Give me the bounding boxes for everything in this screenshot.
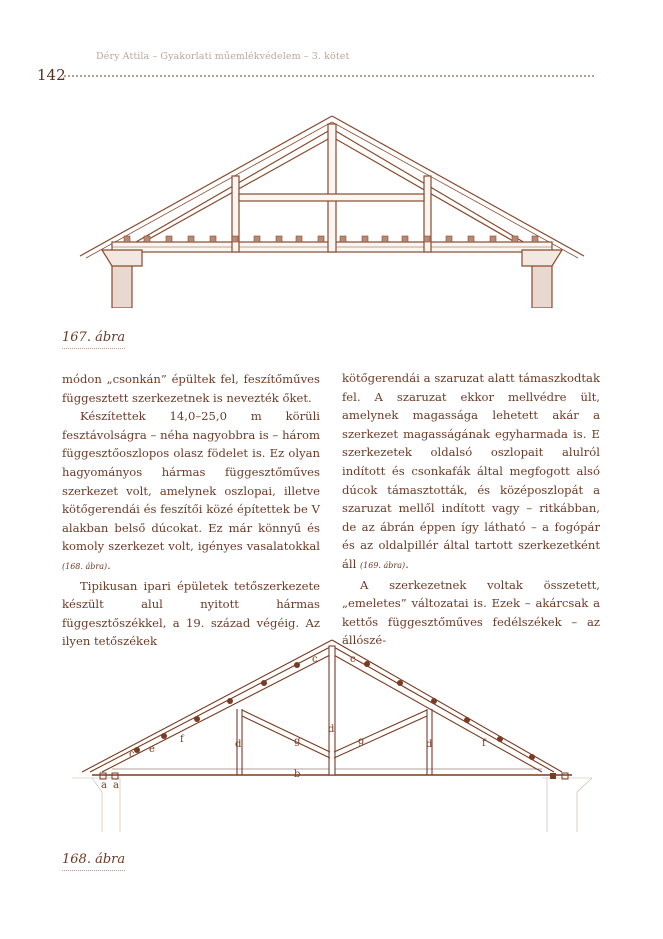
paragraph: módon „csonkán” épültek fel, feszítőműves függesztett szerkezetnek is nevezték őket.: [62, 372, 320, 405]
king-post: [329, 646, 335, 775]
figure-reference[interactable]: (169. ábra): [360, 560, 406, 570]
label-a: a: [113, 780, 119, 791]
rafter-right: [332, 116, 584, 256]
label-a: a: [101, 780, 107, 791]
label-f: f: [482, 738, 486, 749]
paragraph: Készítettek 14,0–25,0 m körüli fesztávolságra – néha nagyobbra is – három függesztőoszlopos olasz födelet is. Ez olyan hagyományos hármas függesztőműves szerkezet volt, amelynek oszlopai, illetve kötőgerendái és feszítői közé építettek be V alakban belső dúcokat. Ez már könnyű és komoly szerkezet volt, igényes vasalatokkal (168. ábra).: [62, 409, 320, 572]
header-dotted-rule: [64, 75, 594, 77]
label-c: c: [312, 654, 318, 665]
label-b: b: [294, 769, 301, 780]
text-column-left: [62, 370, 320, 651]
paragraph: Tipikusan ipari épületek tetőszerkezete készült alul nyitott hármas függesztőszékkel, a 19. század végéig. Az ilyen tetőszékek: [62, 578, 320, 649]
label-e: e: [149, 744, 155, 755]
figure-167-roof-truss: [72, 108, 592, 308]
wall-right: [542, 778, 592, 832]
figure-168-roof-truss: [72, 632, 592, 842]
label-g: g: [358, 736, 365, 747]
label-g: g: [294, 736, 301, 747]
label-d: d: [426, 739, 433, 750]
label-d: d: [235, 739, 242, 750]
figure-168-labels: [101, 654, 487, 791]
paragraph: A szerkezetnek voltak összetett, „emeletes” változatai is. Ezek – akárcsak a kettős függesztőműves fedélszékek – az állószé-: [342, 577, 600, 648]
paragraph: kötőgerendái a szaruzat alatt támaszkodtak fel. A szaruzat ekkor mellvédre ült, amelynek magassága lehetett akár a szerkezet magasságának egyharmada is. E szerkezetek oldalsó oszlopait alulról indított és csonkafák által megfogott alsó dúcok támasztották, és középoszlopát a szaruzat mellől indított vagy – ritkábban, de az ábrán éppen így látható – a fogópár és az oldalpillér által tartott szerkezetként áll (169. ábra).: [342, 371, 600, 571]
figure-caption-167: 167. ábra: [62, 330, 125, 349]
collar-beam: [239, 194, 424, 201]
figure-reference[interactable]: (168. ábra): [62, 561, 108, 571]
king-post: [328, 124, 336, 252]
rafter-left: [80, 116, 332, 256]
figure-caption-168: 168. ábra: [62, 852, 125, 871]
label-f: f: [180, 734, 184, 745]
page-number: 142: [37, 66, 66, 84]
label-c: c: [350, 654, 356, 665]
label-d: d: [328, 724, 335, 735]
label-c: c: [129, 749, 135, 760]
text-column-right: [342, 369, 600, 650]
running-head: Déry Attila – Gyakorlati műemlékvédelem – 3. kötet: [96, 51, 350, 62]
